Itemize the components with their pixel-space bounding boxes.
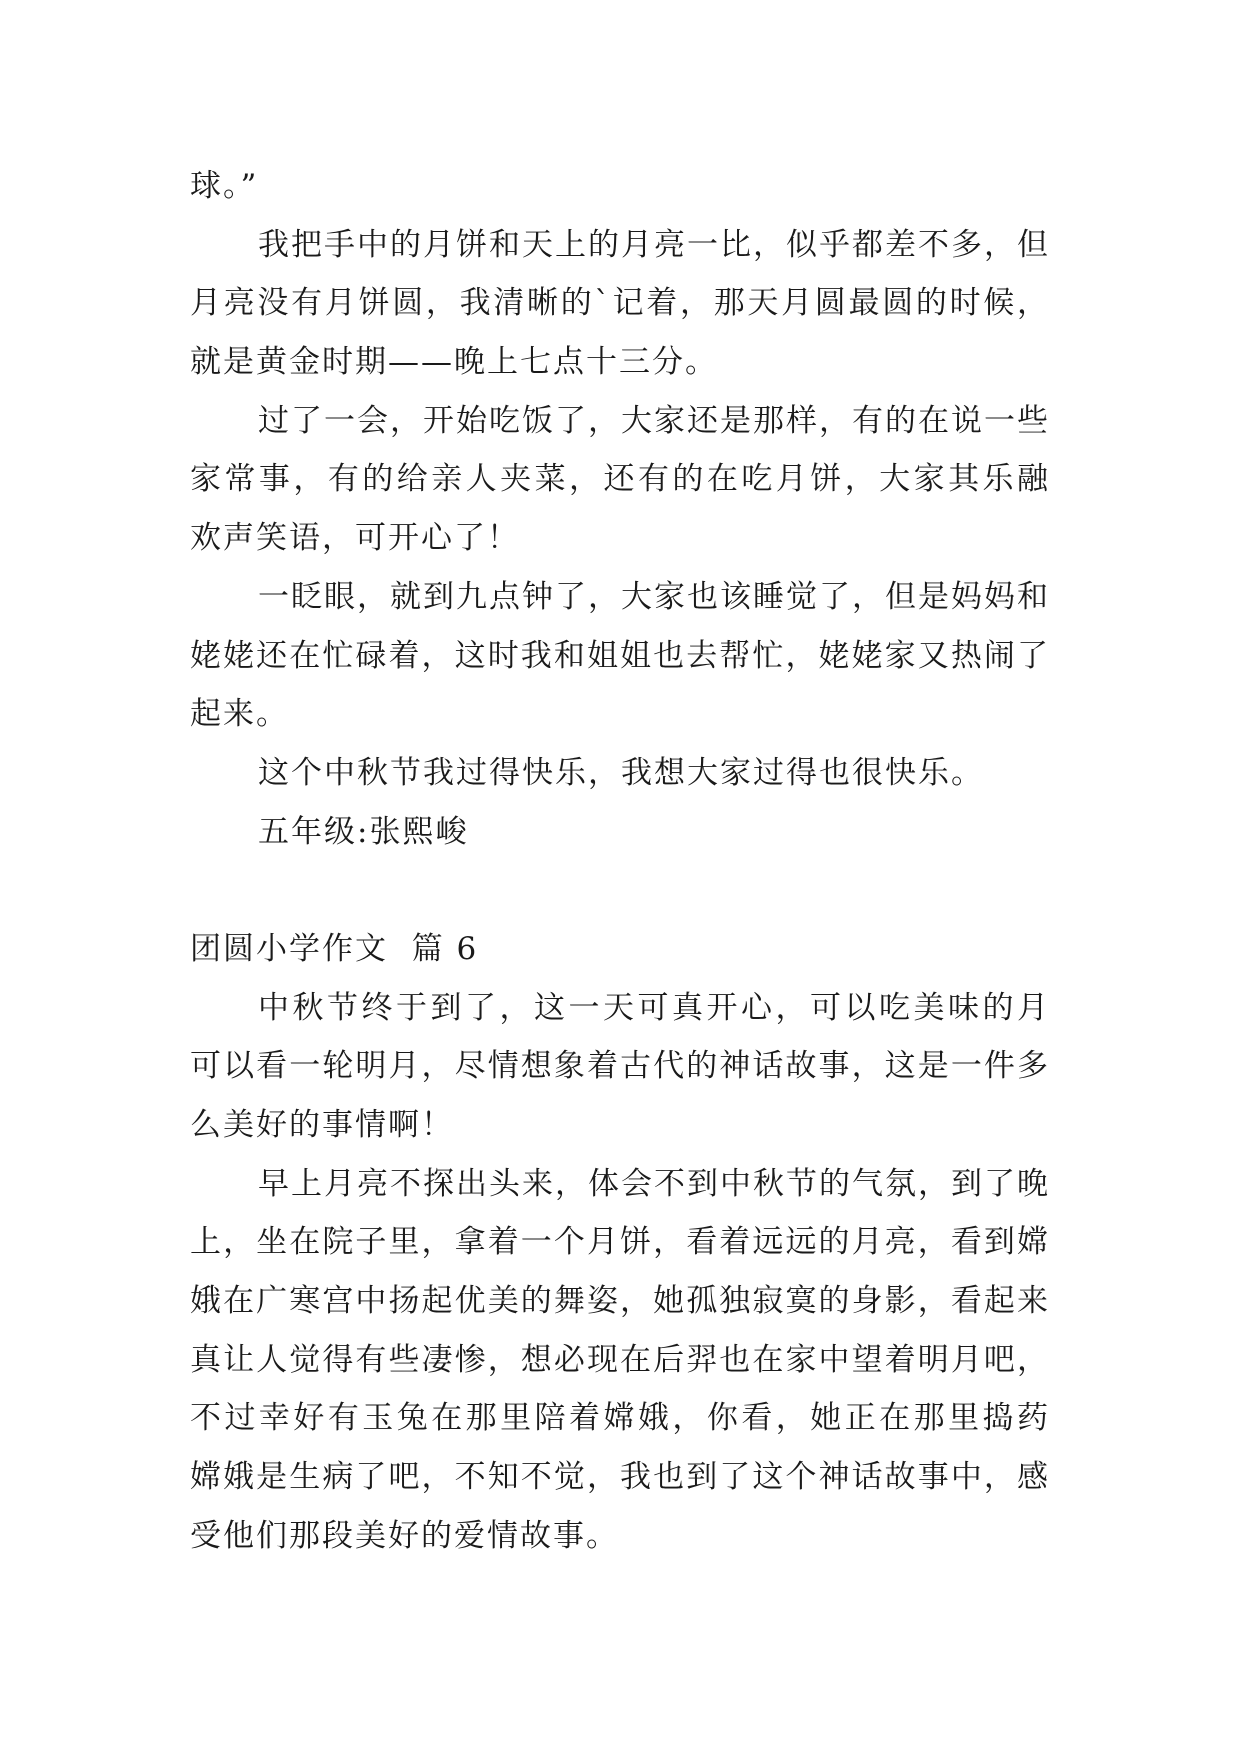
text-line: 受他们那段美好的爱情故事。 bbox=[190, 1517, 619, 1554]
text-line: 姥姥还在忙碌着，这时我和姐姐也去帮忙，姥姥家又热闹了 bbox=[190, 637, 1050, 674]
paragraph-start-line: 过了一会，开始吃饭了，大家还是那样，有的在说一些 bbox=[258, 402, 1050, 439]
text-line: 起来。 bbox=[190, 696, 289, 733]
text-line: 欢声笑语，可开心了！ bbox=[190, 520, 520, 557]
paragraph-start-line: 早上月亮不探出头来，体会不到中秋节的气氛，到了晚 bbox=[258, 1165, 1050, 1202]
text-line: 家常事，有的给亲人夹菜，还有的在吃月饼，大家其乐融 bbox=[190, 461, 1050, 498]
paragraph-start-line: 中秋节终于到了，这一天可真开心，可以吃美味的月 bbox=[258, 989, 1050, 1026]
text-line: 就是黄金时期——晚上七点十三分。 bbox=[190, 344, 718, 381]
text-line: 真让人觉得有些凄惨，想必现在后羿也在家中望着明月吧， bbox=[190, 1341, 1050, 1378]
text-column bbox=[190, 157, 1050, 1566]
text-line: 上，坐在院子里，拿着一个月饼，看着远远的月亮，看到嫦 bbox=[190, 1224, 1050, 1261]
text-line: 可以看一轮明月，尽情想象着古代的神话故事，这是一件多 bbox=[190, 1048, 1050, 1085]
paragraph-start-line: 一眨眼，就到九点钟了，大家也该睡觉了，但是妈妈和 bbox=[258, 578, 1050, 615]
section-heading: 团圆小学作文 篇 6 bbox=[190, 930, 479, 967]
text-line: 球。” bbox=[190, 168, 259, 204]
paragraph-start-line: 这个中秋节我过得快乐，我想大家过得也很快乐。 bbox=[258, 754, 984, 791]
text-line: 么美好的事情啊！ bbox=[190, 1107, 454, 1143]
essay-section-1 bbox=[190, 157, 1050, 861]
essay-section-2 bbox=[190, 920, 1050, 1566]
author-line: 五年级:张熙峻 bbox=[258, 813, 469, 850]
text-line: 不过幸好有玉兔在那里陪着嫦娥，你看，她正在那里捣药 bbox=[190, 1400, 1050, 1437]
text-line: 娥在广寒宫中扬起优美的舞姿，她孤独寂寞的身影，看起来 bbox=[190, 1283, 1050, 1320]
text-line: 嫦娥是生病了吧，不知不觉，我也到了这个神话故事中，感 bbox=[190, 1459, 1050, 1496]
paragraph-start-line: 我把手中的月饼和天上的月亮一比，似乎都差不多，但 bbox=[258, 226, 1050, 263]
text-line: 月亮没有月饼圆，我清晰的`记着，那天月圆最圆的时候， bbox=[190, 285, 1050, 322]
